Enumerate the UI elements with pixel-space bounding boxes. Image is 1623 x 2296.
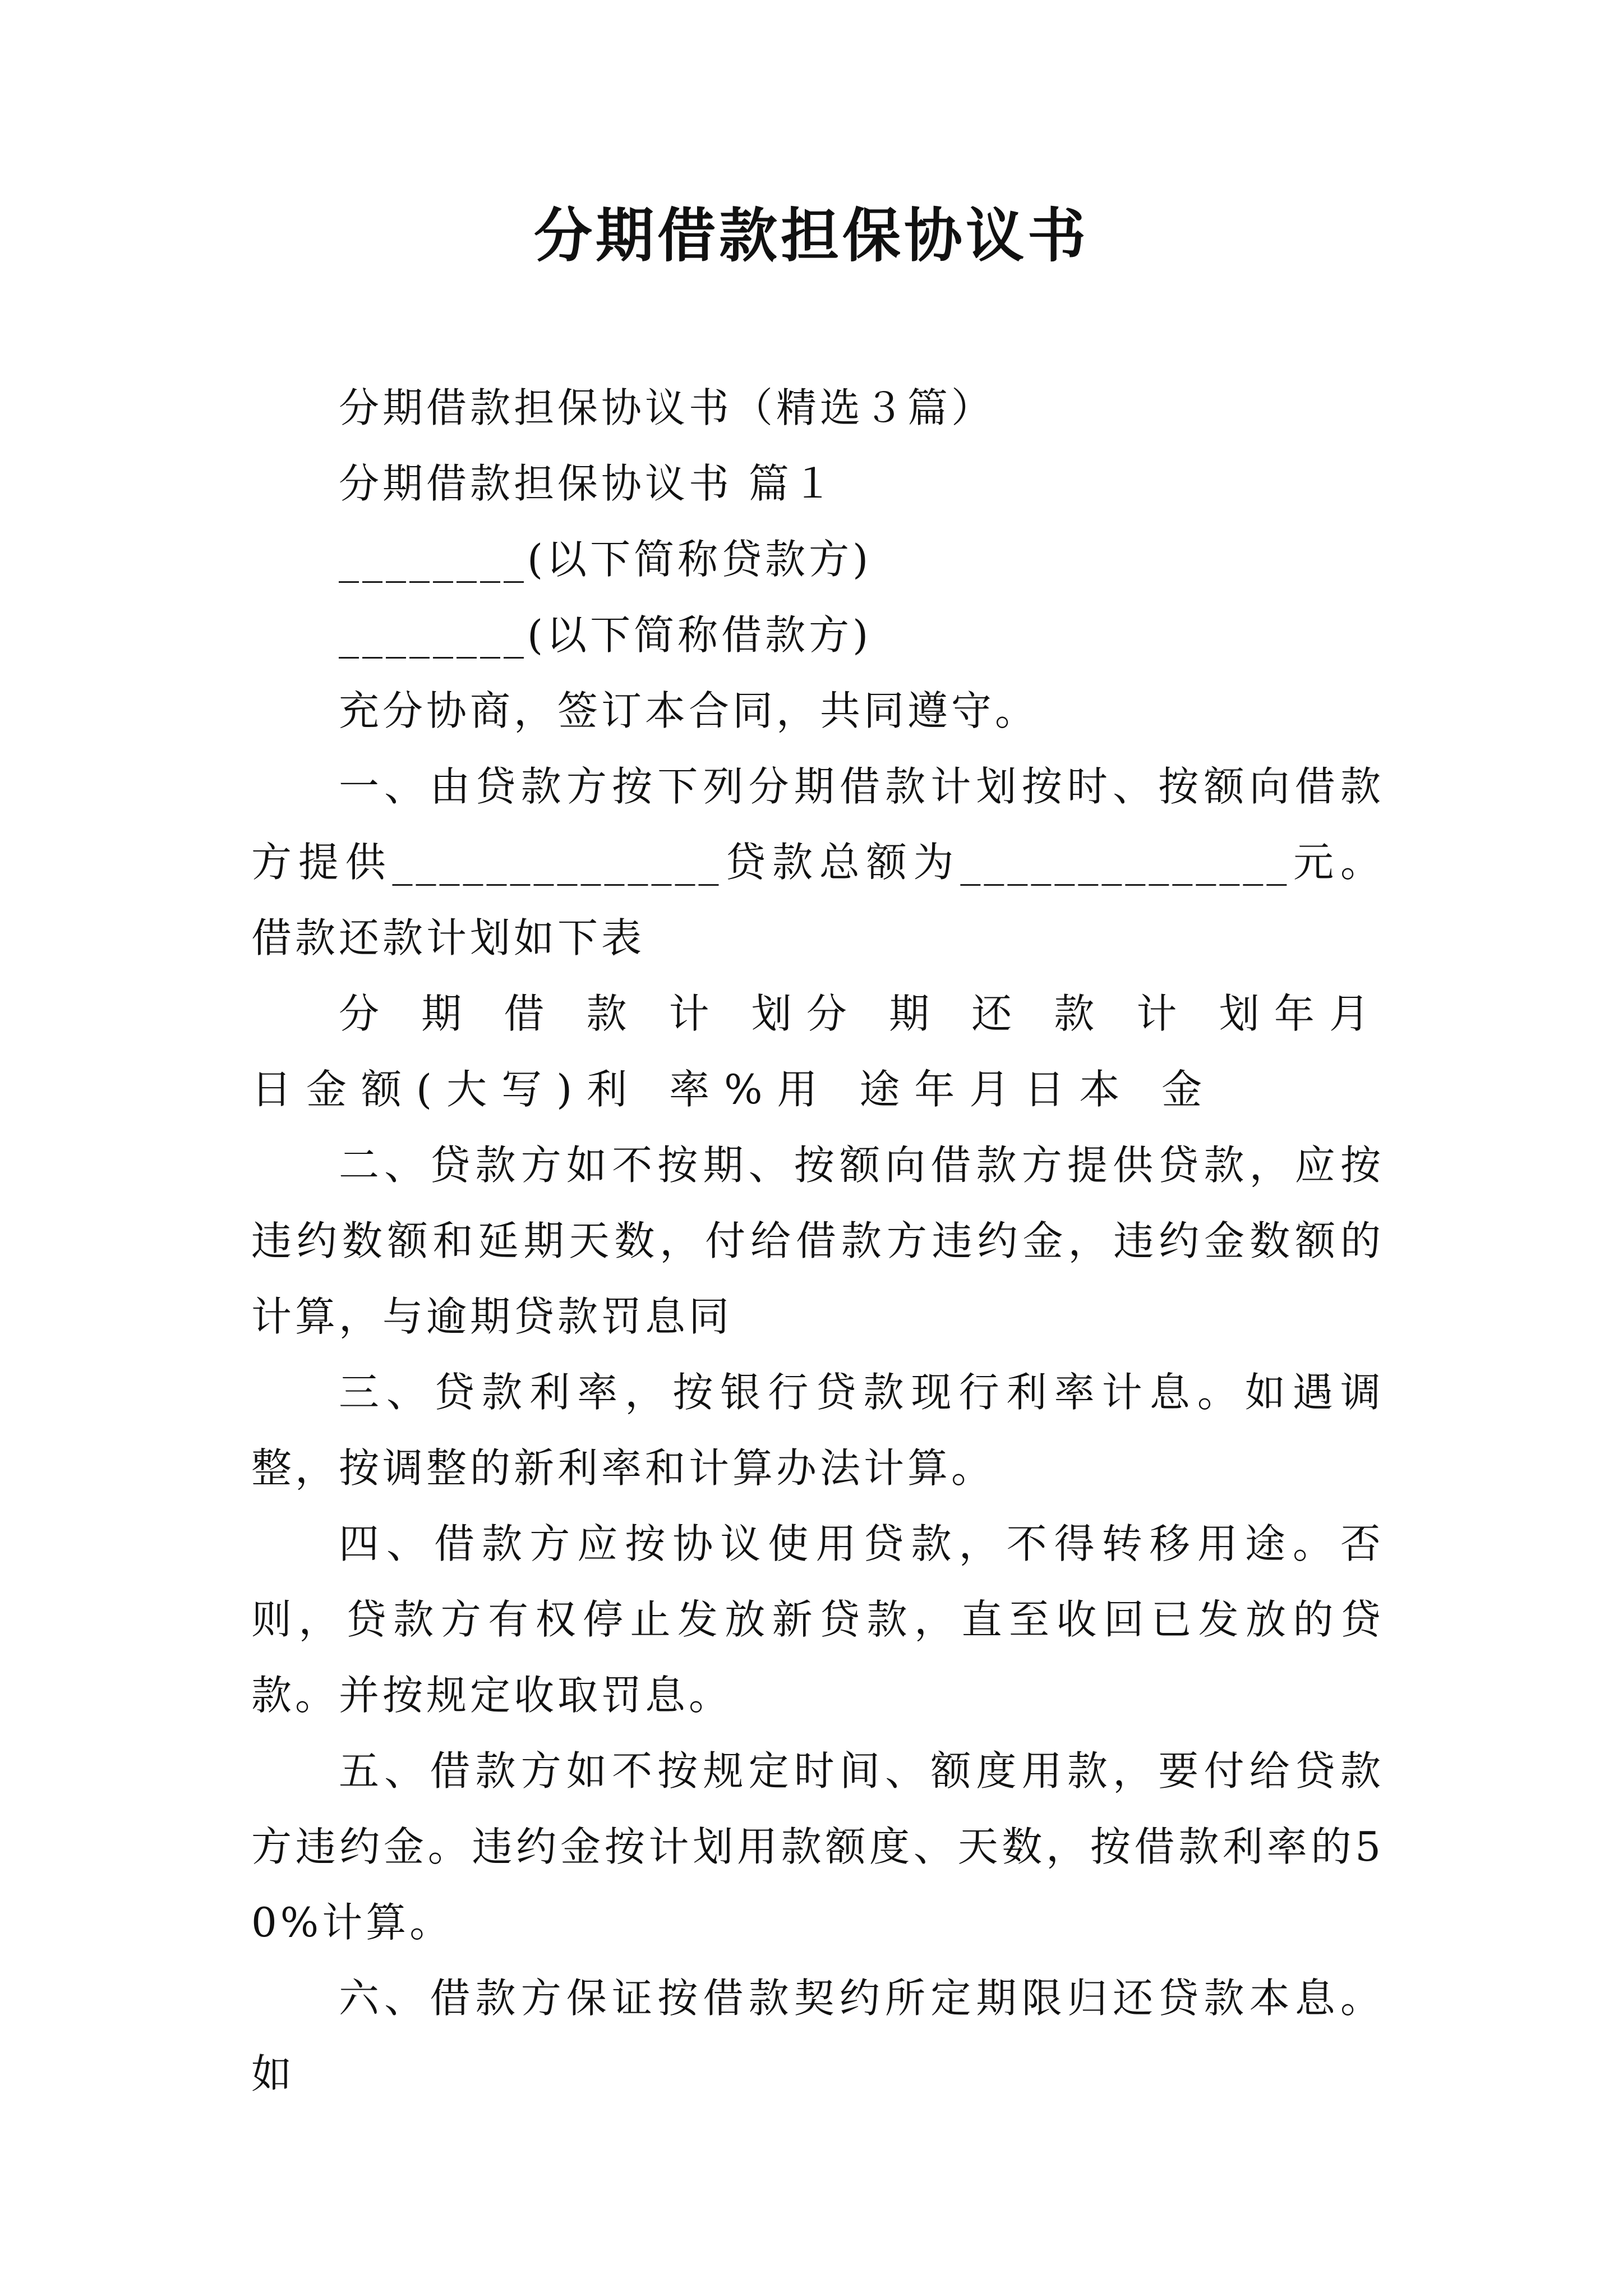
paragraph-clause-2: 二、贷款方如不按期、按额向借款方提供贷款，应按违约数额和延期天数，付给借款方违约金，违约金数额的计算，与逾期贷款罚息同 bbox=[251, 1142, 1384, 1340]
paragraph-section-heading: 分期借款担保协议书 篇１ bbox=[339, 460, 836, 507]
paragraph-clause-6: 六、借款方保证按借款契约所定期限归还贷款本息。如 bbox=[251, 1975, 1384, 2097]
paragraph-agreement-intro: 充分协商，签订本合同，共同遵守。 bbox=[339, 687, 1039, 734]
paragraph-clause-5: 五、借款方如不按规定时间、额度用款，要付给贷款方违约金。违约金按计划用款额度、天数，按借款利率的50%计算。 bbox=[251, 1747, 1384, 1946]
paragraph-clause-4: 四、借款方应按协议使用贷款，不得转移用途。否则，贷款方有权停止发放新贷款，直至收回已发放的贷款。并按规定收取罚息。 bbox=[251, 1520, 1384, 1719]
paragraph-lender-line: ________(以下简称贷款方) bbox=[339, 536, 872, 583]
document-title: 分期借款担保协议书 bbox=[533, 201, 1089, 270]
paragraph-clause-1: 一、由贷款方按下列分期借款计划按时、按额向借款方提供______________贷款总额为______________元。借款还款计划如下表 bbox=[251, 763, 1384, 961]
paragraph-borrower-line: ________(以下简称借款方) bbox=[339, 611, 872, 659]
paragraph-subtitle: 分期借款担保协议书（精选３篇） bbox=[339, 384, 995, 431]
paragraph-plan-table-text: 分 期 借 款 计 划分 期 还 款 计 划年月日金额(大写)利 率%用 途年月日本 金 bbox=[251, 990, 1384, 1113]
paragraph-clause-3: 三、贷款利率，按银行贷款现行利率计息。如遇调整，按调整的新利率和计算办法计算。 bbox=[251, 1369, 1384, 1492]
document-body bbox=[251, 370, 1384, 2112]
